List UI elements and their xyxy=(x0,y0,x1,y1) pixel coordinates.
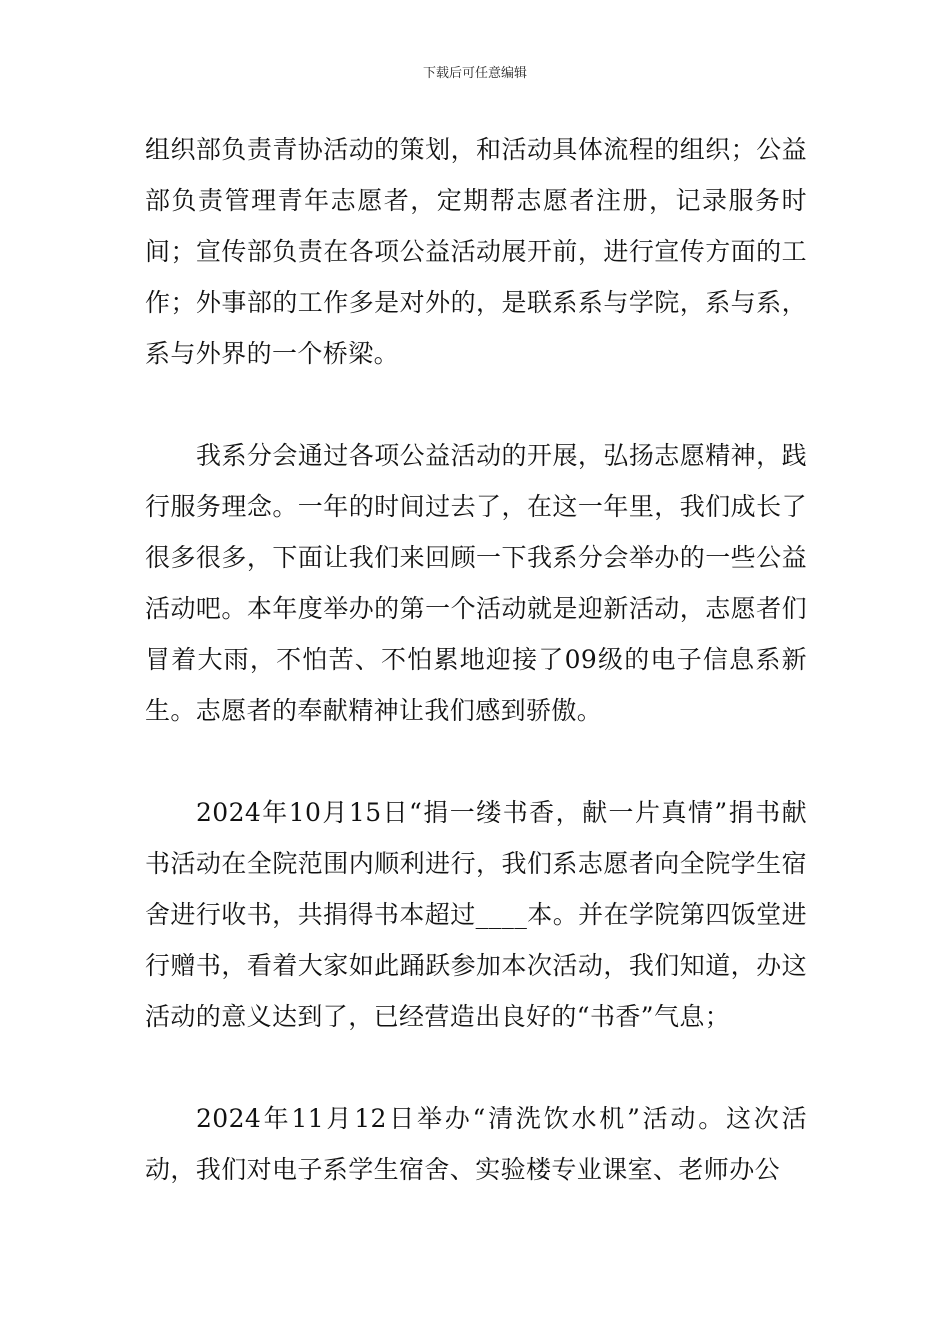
paragraph-book-donation: 2024年10月15日“捐一缕书香，献一片真情”捐书献书活动在全院范围内顺利进行，我们系志愿者向全院学生宿舍进行收书，共捐得书本超过____本。并在学院第四饭堂进行赠书，看着大家如此踊跃参加本次活动，我们知道，办这活动的意义达到了，已经营造出良好的“书香”气息； xyxy=(145,798,807,1031)
paragraph-departments: 组织部负责青协活动的策划，和活动具体流程的组织；公益部负责管理青年志愿者，定期帮志愿者注册，记录服务时间；宣传部负责在各项公益活动展开前，进行宣传方面的工作；外事部的工作多是对外的，是联系系与学院，系与系，系与外界的一个桥梁。 xyxy=(145,135,807,368)
paragraph-water-dispenser: 2024年11月12日举办“清洗饮水机”活动。这次活动，我们对电子系学生宿舍、实验楼专业课室、老师办公 xyxy=(145,1104,807,1184)
paragraph-spacer xyxy=(145,1042,807,1093)
page-header-note: 下载后可任意编辑 xyxy=(422,66,527,81)
paragraph-spacer xyxy=(145,736,807,787)
paragraph-spacer xyxy=(145,379,807,430)
paragraph-overview: 我系分会通过各项公益活动的开展，弘扬志愿精神，践行服务理念。一年的时间过去了，在这一年里，我们成长了很多很多，下面让我们来回顾一下我系分会举办的一些公益活动吧。本年度举办的第一个活动就是迎新活动，志愿者们冒着大雨，不怕苦、不怕累地迎接了09级的电子信息系新生。志愿者的奉献精神让我们感到骄傲。 xyxy=(145,441,807,725)
document-body xyxy=(145,124,807,1195)
